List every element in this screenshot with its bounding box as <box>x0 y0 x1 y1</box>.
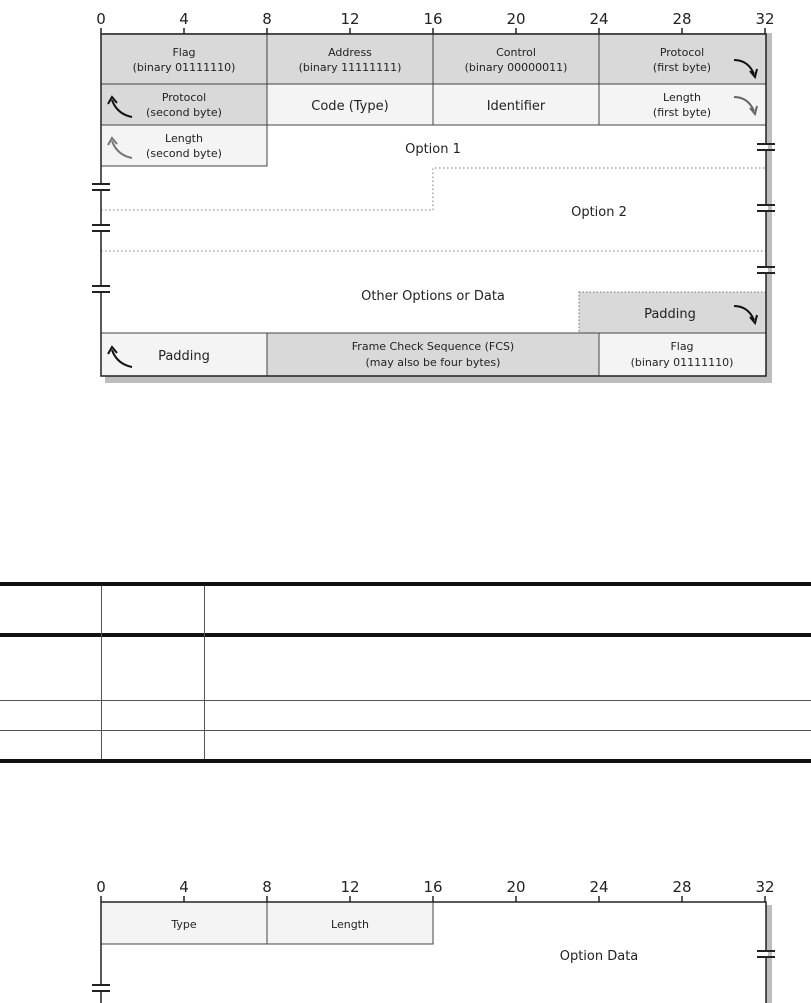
tick-label: 4 <box>179 878 189 896</box>
tick-label: 20 <box>506 10 526 28</box>
tick-label: 24 <box>589 10 609 28</box>
tick-label: 16 <box>423 10 443 28</box>
ruler-top <box>96 878 774 902</box>
flag-bottom-label: Flag <box>670 340 694 353</box>
tick-label: 8 <box>262 10 272 28</box>
padding-left-label: Padding <box>158 349 210 364</box>
tick-label: 8 <box>262 878 272 896</box>
table-header-rule <box>0 633 811 637</box>
tick-label: 16 <box>423 878 443 896</box>
other-options-label: Other Options or Data <box>361 289 505 304</box>
length-label: Length <box>331 918 369 931</box>
option2-label: Option 2 <box>571 205 627 220</box>
identifier-label: Identifier <box>486 99 546 114</box>
length-first-detail: (first byte) <box>652 106 712 119</box>
protocol-second-label: Protocol <box>161 91 207 104</box>
tick-label: 0 <box>96 10 106 28</box>
option-data-label: Option Data <box>559 949 639 964</box>
tick-label: 28 <box>672 878 692 896</box>
length-second-detail: (second byte) <box>146 147 222 160</box>
ruler-top <box>96 10 774 34</box>
table-top-rule <box>0 582 811 586</box>
type-label: Type <box>171 918 197 931</box>
padding-right-label: Padding <box>644 307 696 322</box>
protocol-first-label: Protocol <box>659 46 705 59</box>
data-table <box>0 582 811 763</box>
flag-detail: (binary 01111110) <box>132 61 236 74</box>
fcs-detail: (may also be four bytes) <box>365 356 501 369</box>
tick-label: 4 <box>179 10 189 28</box>
table-row-divider <box>0 700 811 701</box>
tick-label: 24 <box>589 878 609 896</box>
tick-label: 32 <box>755 878 775 896</box>
tick-label: 20 <box>506 878 526 896</box>
table-column-divider <box>101 586 102 759</box>
table-column-divider <box>204 586 205 759</box>
length-second-label: Length <box>165 132 203 145</box>
length-first-label: Length <box>663 91 701 104</box>
tick-label: 12 <box>340 10 360 28</box>
protocol-second-detail: (second byte) <box>146 106 222 119</box>
address-field <box>267 34 433 84</box>
fcs-label: Frame Check Sequence (FCS) <box>351 340 515 353</box>
protocol-first-detail: (first byte) <box>652 61 712 74</box>
control-detail: (binary 00000011) <box>464 61 568 74</box>
address-detail: (binary 11111111) <box>298 61 402 74</box>
tick-label: 12 <box>340 878 360 896</box>
table-row-divider <box>0 730 811 731</box>
control-label: Control <box>496 46 536 59</box>
code-label: Code (Type) <box>311 99 389 114</box>
tick-label: 32 <box>755 10 775 28</box>
ppp-frame-diagram <box>0 0 811 400</box>
control-field <box>433 34 599 84</box>
flag-bottom-detail: (binary 01111110) <box>630 356 734 369</box>
option1-label: Option 1 <box>405 142 461 157</box>
tick-label: 0 <box>96 878 106 896</box>
address-label: Address <box>328 46 372 59</box>
option-format-diagram <box>0 753 811 1003</box>
protocol-first-field <box>599 34 766 84</box>
flag-label: Flag <box>172 46 196 59</box>
tick-label: 28 <box>672 10 692 28</box>
flag-field <box>101 34 267 84</box>
